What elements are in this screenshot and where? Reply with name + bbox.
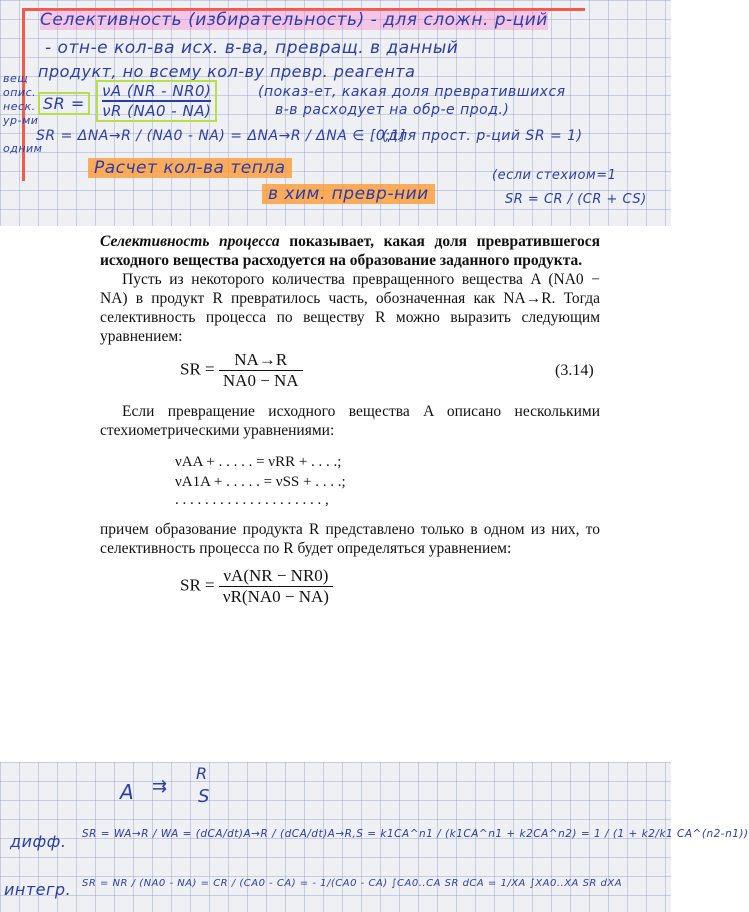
- heat-note-1: Расчет кол-ва тепла: [88, 158, 292, 178]
- eq2-denominator: νR(NA0 − NA): [222, 587, 329, 606]
- formula-1-numerator: νA (NR - NR0): [102, 82, 212, 100]
- comment-1: (показ-ет, какая доля превратившихся: [258, 84, 566, 100]
- eq2-fraction: [219, 566, 333, 607]
- eq2-lhs: SR =: [180, 575, 215, 595]
- note-line-3: продукт, но всему кол-ву превр. реагента: [38, 62, 416, 81]
- side-note-1: вещ: [3, 72, 29, 85]
- differential-formula: SR = WA→R / WA = (dCA/dt)A→R / (dCA/dt)A→R,S = k1CA^n1 / (k1CA^n1 + k2CA^n2) = 1 / (1 + k2/k1 CA^(n2-n1)): [82, 828, 749, 840]
- stoich-line-2: νA1A + . . . . . = νSS + . . . .;: [175, 474, 346, 490]
- definition-text: показывает, какая доля превратившегося исходного вещества расходуется на образование заданного продукта.: [100, 233, 600, 269]
- heat-note-2: в хим. превр-нии: [262, 184, 435, 204]
- notebook-photo-top: [0, 0, 671, 226]
- note-line-2: - отн-е кол-ва исх. в-ва, превращ. в данный: [45, 38, 459, 58]
- scheme-arrows: ⇉: [152, 776, 168, 797]
- scheme-a: A: [120, 780, 135, 804]
- term-selectivity: Селективность процесса: [100, 233, 280, 250]
- formula-1-lhs: SR =: [40, 94, 88, 113]
- stoich-note-1: (если стехиом=1: [492, 168, 617, 183]
- side-note-3: неск.: [3, 100, 36, 113]
- paragraph-multiple-equations: Если превращение исходного вещества A описано несколькими стехиометрическими уравнениями:: [100, 403, 600, 439]
- equation-number: (3.14): [555, 362, 594, 379]
- paragraph-selectivity-definition: [100, 232, 600, 270]
- eq1-fraction: [219, 350, 303, 391]
- side-note-2: опис.: [3, 86, 37, 99]
- formula-2: SR = ΔNA→R / (NA0 - NA) = ΔNA→R / ΔNA ∈ [0;1]: [36, 128, 406, 144]
- integral-formula: SR = NR / (NA0 - NA) = CR / (CA0 - CA) = - 1/(CA0 - CA) ∫CA0..CA SR dCA = 1/XA ∫XA0..XA SR dXA: [82, 878, 623, 889]
- stoich-line-1: νAA + . . . . . = νRR + . . . .;: [175, 454, 342, 470]
- textbook-excerpt: [0, 226, 671, 762]
- side-note-4: ур-ми: [3, 114, 39, 127]
- side-note-5: одним: [3, 142, 43, 155]
- stoich-note-2: SR = CR / (CR + CS): [505, 192, 647, 207]
- stoich-line-3: . . . . . . . . . . . . . . . . . . . . ,: [175, 492, 329, 508]
- label-integral: интегр.: [4, 880, 72, 899]
- formula-1-denominator: νR (NA0 - NA): [102, 102, 212, 120]
- paragraph-conversion: Пусть из некоторого количества превращенного вещества A (NA0 − NA) в продукт R превратилось часть, обозначенная как NA→R. Тогда селективность процесса по веществу R можно выразить следующим уравнением:: [100, 271, 600, 345]
- eq1-numerator: NA→R: [219, 350, 303, 371]
- comment-3: (для прост. р-ций SR = 1): [382, 128, 583, 144]
- label-differential: дифф.: [10, 832, 67, 851]
- paragraph-product-r: причем образование продукта R представлено только в одном из них, то селективность процесса по R будет определяться уравнением:: [100, 521, 600, 557]
- scheme-r: R: [196, 764, 208, 783]
- formula-1-fraction: [98, 82, 215, 120]
- equation-3-14: [180, 350, 303, 391]
- scheme-s: S: [198, 786, 210, 807]
- notebook-photo-bottom: [0, 762, 749, 912]
- comment-2: в-в расходует на обр-е прод.): [275, 102, 510, 118]
- eq2-numerator: νA(NR − NR0): [219, 566, 333, 587]
- eq1-denominator: NA0 − NA: [222, 371, 299, 390]
- equation-selectivity-stoich: [180, 566, 333, 607]
- note-line-1: Селективность (избирательность) - для сложн. р-ций: [40, 10, 548, 30]
- eq1-lhs: SR =: [180, 359, 215, 379]
